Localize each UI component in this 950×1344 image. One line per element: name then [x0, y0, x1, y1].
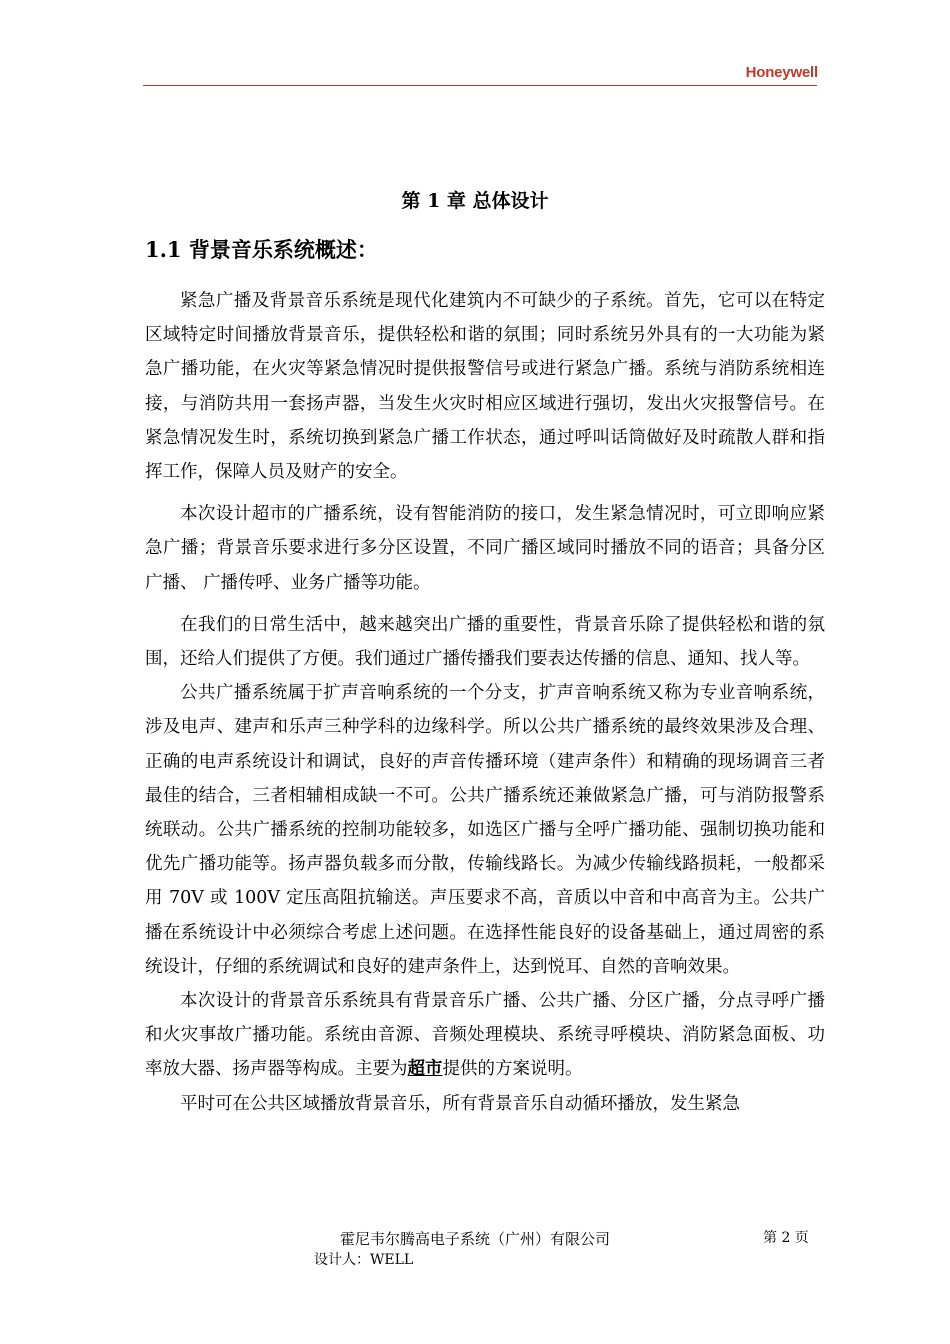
paragraph-normal-operation: 平时可在公共区域播放背景音乐，所有背景音乐自动循环播放，发生紧急	[180, 1093, 740, 1114]
honeywell-logo: Honeywell	[745, 64, 818, 81]
paragraph-text: 提供的方案说明。	[442, 1059, 583, 1080]
page-number: 第 2 页	[763, 1230, 809, 1246]
footer-company: 霍尼韦尔腾高电子系统（广州）有限公司	[339, 1230, 610, 1248]
chapter-title: 第 1 章 总体设计	[401, 190, 549, 212]
paragraph-public-broadcast: 公共广播系统属于扩声音响系统的一个分支，扩声音响系统又称为专业音响系统，涉及电声、建声和乐声三种学科的边缘科学。所以公共广播系统的最终效果涉及合理、正确的电声系统设计和调试，良好的声音传播环境（建声条件）和精确的现场调音三者最佳的结合，三者相辅相成缺一不可。公共广播系统还兼做紧急广播，可与消防报警系统联动。公共广播系统的控制功能较多，如选区广播与全呼广播功能、强制切换功能和优先广播功能等。扬声器负载多而分散，传输线路长。为减少传输线路损耗，一般都采用 70V 或 100V 定压高阻抗输送。声压要求不高，音质以中音和中高音为主。公共广播在系统设计中必须综合考虑上述问题。在选择性能良好的设备基础上，通过周密的系统设计，仔细的系统调试和良好的建声条件上，达到悦耳、自然的音响效果。	[145, 683, 825, 977]
header-divider	[143, 85, 817, 86]
body-text	[145, 284, 825, 1121]
paragraph-text: 本次设计的背景音乐系统具有背景音乐广播、公共广播、分区广播，分点寻呼广播和火灾事故广播功能。系统由音源、音频处理模块、系统寻呼模块、消防紧急面板、功率放大器、扬声器等构成。主要为	[145, 991, 825, 1080]
paragraph-system-functions	[145, 984, 825, 1087]
section-title: 1.1 背景音乐系统概述：	[145, 237, 378, 262]
paragraph-daily-life: 在我们的日常生活中，越来越突出广播的重要性，背景音乐除了提供轻松和谐的氛围，还给人们提供了方便。我们通过广播传播我们要表达传播的信息、通知、找人等。	[145, 614, 825, 670]
footer-designer: 设计人：WELL	[314, 1252, 414, 1268]
supermarket-highlight: 超市	[407, 1059, 443, 1080]
paragraph-overview: 紧急广播及背景音乐系统是现代化建筑内不可缺少的子系统。首先，它可以在特定区域特定时间播放背景音乐，提供轻松和谐的氛围；同时系统另外具有的一大功能为紧急广播功能，在火灾等紧急情况时提供报警信号或进行紧急广播。系统与消防系统相连接，与消防共用一套扬声器，当发生火灾时相应区域进行强切，发出火灾报警信号。在紧急情况发生时，系统切换到紧急广播工作状态，通过呼叫话筒做好及时疏散人群和指挥工作，保障人员及财产的安全。	[145, 291, 825, 483]
paragraph-design-scope: 本次设计超市的广播系统，设有智能消防的接口，发生紧急情况时，可立即响应紧急广播；背景音乐要求进行多分区设置，不同广播区域同时播放不同的语音；具备分区广播、 广播传呼、业务广播等功能。	[145, 504, 825, 593]
